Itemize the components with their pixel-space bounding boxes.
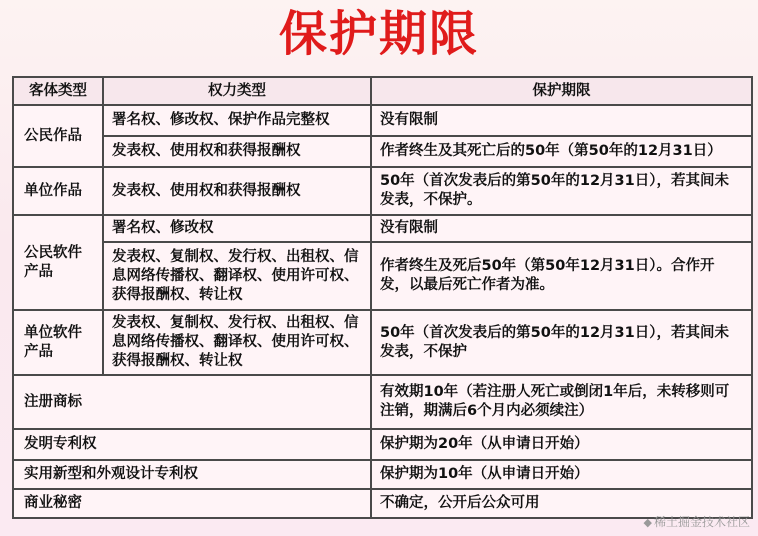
object-type-cell: 公民作品 [13,105,103,167]
header-protection-period: 保护期限 [371,77,752,105]
table-row [13,105,752,136]
protection-period-cell: 保护期为20年（从申请日开始） [371,429,752,460]
object-type-cell: 单位软件产品 [13,310,103,375]
header-right-type: 权力类型 [103,77,371,105]
table-row [13,242,752,310]
object-type-cell: 发明专利权 [13,429,371,460]
protection-period-cell: 作者终生及其死亡后的50年（第50年的12月31日） [371,136,752,167]
protection-period-cell: 有效期10年（若注册人死亡或倒闭1年后，未转移则可注销，期满后6个月内必须续注） [371,375,752,429]
watermark-text: 稀土掘金技术社区 [653,515,750,529]
right-type-cell: 发表权、使用权和获得报酬权 [103,167,371,215]
table-row [13,489,752,518]
right-type-cell: 发表权、使用权和获得报酬权 [103,136,371,167]
table-row [13,429,752,460]
right-type-cell: 发表权、复制权、发行权、出租权、信息网络传播权、翻译权、使用许可权、获得报酬权、转让权 [103,242,371,310]
protection-period-cell: 没有限制 [371,105,752,136]
protection-period-cell: 保护期为10年（从申请日开始） [371,460,752,489]
protection-period-cell: 50年（首次发表后的第50年的12月31日），若其间未发表，不保护。 [371,167,752,215]
right-type-cell: 署名权、修改权 [103,215,371,242]
object-type-cell: 单位作品 [13,167,103,215]
right-type-cell: 发表权、复制权、发行权、出租权、信息网络传播权、翻译权、使用许可权、获得报酬权、转让权 [103,310,371,375]
right-type-cell: 署名权、修改权、保护作品完整权 [103,105,371,136]
protection-period-cell: 作者终生及死后50年（第50年12月31日）。合作开发，以最后死亡作者为准。 [371,242,752,310]
nugget-icon: ◆ [643,516,652,529]
object-type-cell: 公民软件产品 [13,215,103,310]
object-type-cell: 商业秘密 [13,489,371,518]
protection-period-cell: 不确定，公开后公众可用 [371,489,752,518]
watermark [644,513,750,530]
table-row [13,167,752,215]
table-row [13,215,752,242]
protection-period-cell: 50年（首次发表后的第50年的12月31日），若其间未发表，不保护 [371,310,752,375]
object-type-cell: 实用新型和外观设计专利权 [13,460,371,489]
protection-period-cell: 没有限制 [371,215,752,242]
table-row [13,375,752,429]
table-header-row [13,77,752,105]
table-row [13,310,752,375]
table-row [13,136,752,167]
object-type-cell: 注册商标 [13,375,371,429]
header-object-type: 客体类型 [13,77,103,105]
page-title: 保护期限 [278,6,479,62]
protection-period-table [12,76,753,519]
table-row [13,460,752,489]
